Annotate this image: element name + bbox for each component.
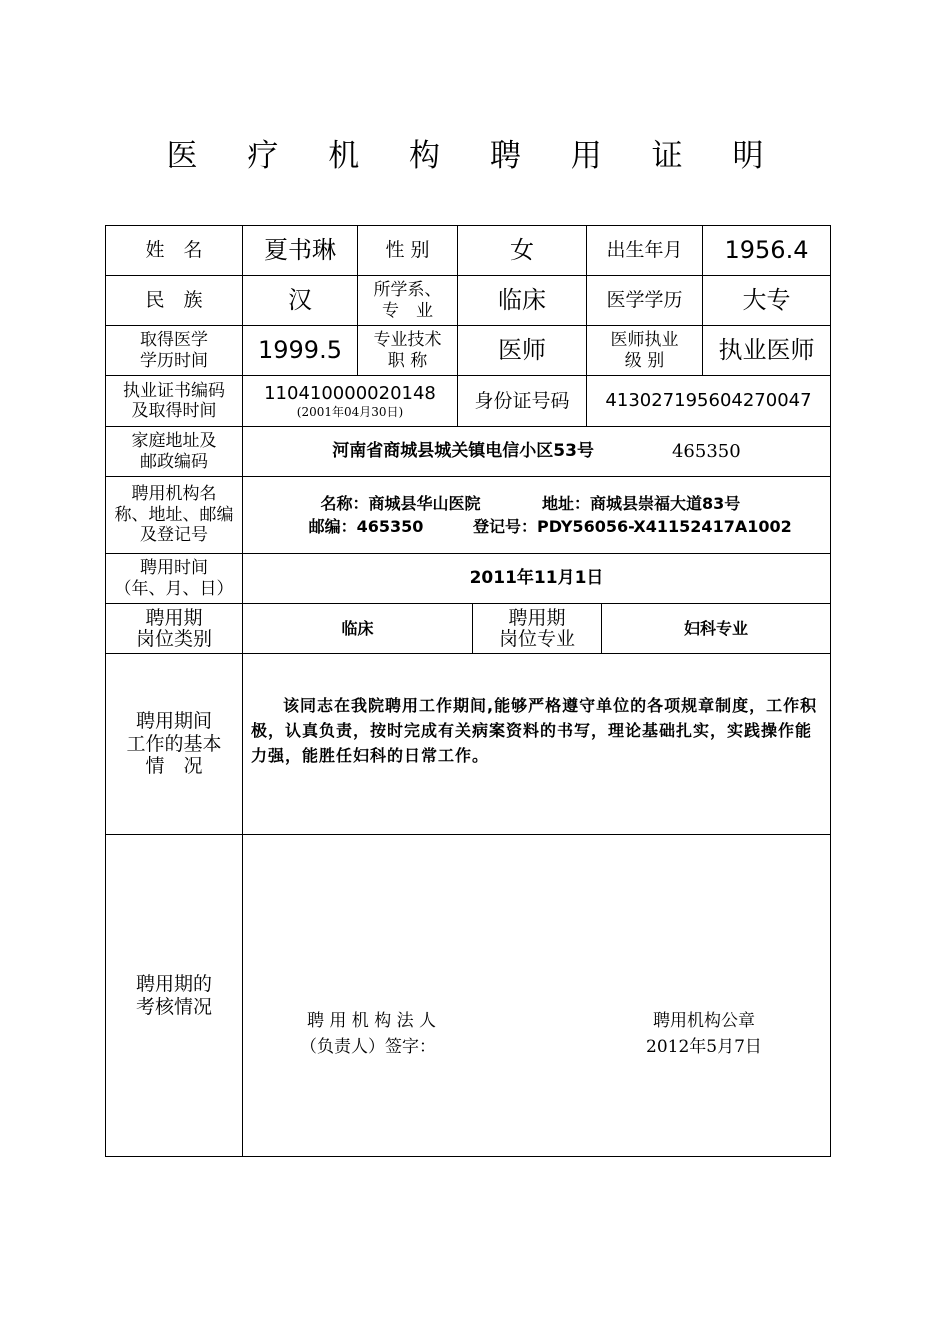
edu-time-label-line1: 取得医学 bbox=[140, 330, 208, 351]
signature-label-line2: （负责人）签字： bbox=[300, 1037, 436, 1057]
sex-label: 性 别 bbox=[357, 225, 458, 276]
cert-value bbox=[242, 375, 458, 427]
signature-label-line1: 聘 用 机 构 法 人 bbox=[307, 1011, 437, 1031]
cert-date: (2001年04月30日) bbox=[296, 404, 404, 419]
dept-label-line2: 专 业 bbox=[382, 300, 433, 321]
hire-label-line1: 聘用时间 bbox=[140, 558, 208, 579]
hire-date: 2011年11月1日 bbox=[242, 553, 831, 604]
tech-label-line1: 专业技术 bbox=[373, 330, 442, 351]
assess-label bbox=[105, 834, 243, 1157]
name-label: 姓 名 bbox=[105, 225, 243, 276]
tech-label bbox=[357, 325, 458, 376]
cert-label-line2: 及取得时间 bbox=[131, 401, 217, 421]
post-label-line2: 岗位类别 bbox=[135, 627, 212, 650]
level-label-line2: 级 别 bbox=[624, 350, 665, 371]
spec-label bbox=[472, 603, 602, 654]
edu-time-label-line2: 学历时间 bbox=[140, 350, 208, 371]
name-value: 夏书琳 bbox=[242, 225, 358, 276]
addr-label bbox=[105, 426, 243, 477]
cert-label bbox=[105, 375, 243, 427]
level-label-line1: 医师执业 bbox=[610, 330, 679, 351]
spec-label-line1: 聘用期 bbox=[508, 606, 566, 629]
birth-label: 出生年月 bbox=[586, 225, 703, 276]
certificate-table bbox=[105, 225, 831, 1157]
work-text: 该同志在我院聘用工作期间,能够严格遵守单位的各项规章制度，工作积极，认真负责，按时完成有关病案资料的书写，理论基础扎实，实践操作能力强，能胜任妇科的日常工作。 bbox=[251, 696, 818, 765]
seal-block bbox=[646, 1008, 762, 1060]
seal-date: 2012年5月7日 bbox=[646, 1037, 762, 1057]
cert-number: 110410000020148 bbox=[264, 383, 436, 404]
org-name: 名称：商城县华山医院 bbox=[320, 493, 481, 513]
edu-time-label bbox=[105, 325, 243, 376]
org-label-line2: 称、地址、邮编 bbox=[114, 504, 234, 525]
id-value: 413027195604270047 bbox=[586, 375, 831, 427]
level-label bbox=[586, 325, 703, 376]
org-label-line1: 聘用机构名 bbox=[131, 484, 217, 505]
org-value bbox=[242, 476, 831, 554]
work-label-line3: 情 况 bbox=[145, 755, 203, 778]
post-label bbox=[105, 603, 243, 654]
page-title: 医 疗 机 构 聘 用 证 明 bbox=[166, 138, 784, 174]
dept-label bbox=[357, 275, 458, 326]
cert-label-line1: 执业证书编码 bbox=[123, 380, 225, 401]
spec-label-line2: 岗位专业 bbox=[498, 627, 575, 650]
work-label bbox=[105, 653, 243, 835]
dept-label-line1: 所学系、 bbox=[373, 280, 442, 301]
ethnic-label: 民 族 bbox=[105, 275, 243, 326]
org-label bbox=[105, 476, 243, 554]
assess-label-line2: 考核情况 bbox=[135, 995, 212, 1018]
level-value: 执业医师 bbox=[702, 325, 831, 376]
spec-value: 妇科专业 bbox=[601, 603, 831, 654]
addr-label-line2: 邮政编码 bbox=[140, 451, 208, 472]
edu-value: 大专 bbox=[702, 275, 831, 326]
work-label-line2: 工作的基本 bbox=[126, 732, 222, 755]
addr-label-line1: 家庭地址及 bbox=[131, 431, 217, 452]
hire-label bbox=[105, 553, 243, 604]
tech-value: 医师 bbox=[457, 325, 587, 376]
post-value: 临床 bbox=[242, 603, 473, 654]
sex-value: 女 bbox=[457, 225, 587, 276]
birth-value: 1956.4 bbox=[702, 225, 831, 276]
ethnic-value: 汉 bbox=[242, 275, 358, 326]
signature-block bbox=[300, 1008, 436, 1060]
dept-value: 临床 bbox=[457, 275, 587, 326]
id-label: 身份证号码 bbox=[457, 375, 587, 427]
addr-value bbox=[242, 426, 831, 477]
work-label-line1: 聘用期间 bbox=[135, 709, 212, 732]
org-label-line3: 及登记号 bbox=[140, 525, 208, 546]
work-description bbox=[242, 653, 831, 835]
edu-time-value: 1999.5 bbox=[242, 325, 358, 376]
addr-zip: 465350 bbox=[671, 440, 741, 462]
post-label-line1: 聘用期 bbox=[145, 606, 203, 629]
org-registration: 登记号：PDY56056-X41152417A1002 bbox=[473, 517, 792, 536]
hire-label-line2: （年、月、日） bbox=[114, 578, 234, 599]
org-address: 地址：商城县崇福大道83号 bbox=[542, 493, 741, 513]
assess-label-line1: 聘用期的 bbox=[135, 972, 212, 995]
addr-text: 河南省商城县城关镇电信小区53号 bbox=[332, 441, 594, 462]
seal-label: 聘用机构公章 bbox=[652, 1011, 755, 1031]
org-zip: 邮编：465350 bbox=[308, 517, 424, 536]
assess-content bbox=[242, 834, 831, 1157]
tech-label-line2: 职 称 bbox=[387, 350, 428, 371]
edu-label: 医学学历 bbox=[586, 275, 703, 326]
